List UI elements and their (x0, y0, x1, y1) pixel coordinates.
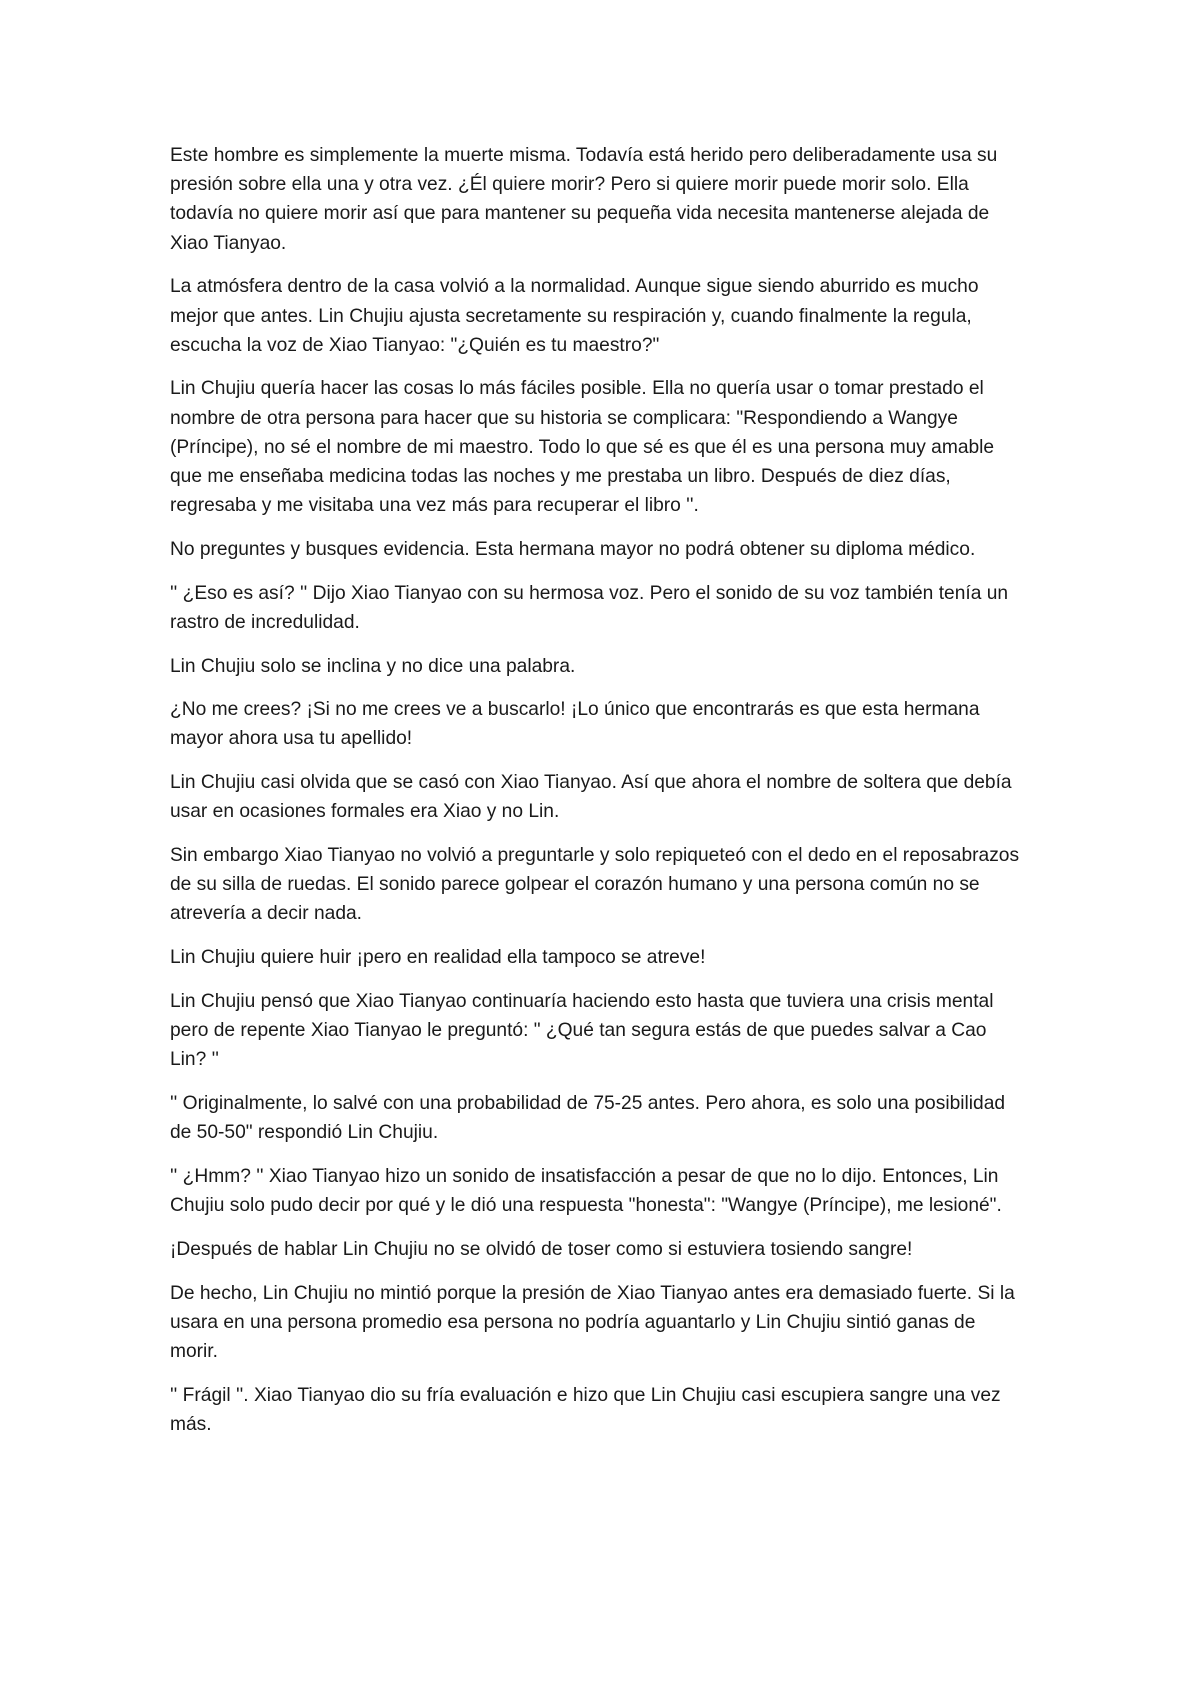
paragraph: La atmósfera dentro de la casa volvió a la normalidad. Aunque sigue siendo aburrido es mucho mejor que antes. Lin Chujiu ajusta secretamente su respiración y, cuando finalmente la regula, escucha la voz de Xiao Tianyao: "¿Quién es tu maestro?" (170, 276, 979, 356)
paragraph: De hecho, Lin Chujiu no mintió porque la presión de Xiao Tianyao antes era demasiado fuerte. Si la usara en una persona promedio esa persona no podría aguantarlo y Lin Chujiu sintió ganas de morir. (170, 1282, 1015, 1362)
paragraph: '' ¿Hmm? '' Xiao Tianyao hizo un sonido de insatisfacción a pesar de que no lo dijo. Entonces, Lin Chujiu solo pudo decir por qué y le dió una respuesta "honesta": "Wangye (Príncipe), me lesioné". (170, 1165, 1002, 1217)
paragraph: Lin Chujiu solo se inclina y no dice una palabra. (170, 655, 576, 677)
paragraph: Lin Chujiu quiere huir ¡pero en realidad ella tampoco se atreve! (170, 947, 706, 969)
paragraph: No preguntes y busques evidencia. Esta hermana mayor no podrá obtener su diploma médico. (170, 538, 976, 560)
paragraph: Este hombre es simplemente la muerte misma. Todavía está herido pero deliberadamente usa su presión sobre ella una y otra vez. ¿Él quiere morir? Pero si quiere morir puede morir solo. Ella todavía no quiere morir así que para mantener su pequeña vida necesita mantenerse alejada de Xiao Tianyao. (170, 145, 998, 254)
paragraph: Lin Chujiu pensó que Xiao Tianyao continuaría haciendo esto hasta que tuviera una crisis mental pero de repente Xiao Tianyao le preguntó: " ¿Qué tan segura estás de que puedes salvar a Cao Lin? '' (170, 990, 994, 1071)
paragraph: Lin Chujiu quería hacer las cosas lo más fáciles posible. Ella no quería usar o tomar prestado el nombre de otra persona para hacer que su historia se complicara: "Respondiendo a Wangye (Príncipe), no sé el nombre de mi maestro. Todo lo que sé es que él es una persona muy amable que me enseñaba medicina todas las noches y me prestaba un libro. Después de diez días, regresaba y me visitaba una vez más para recuperar el libro ''. (170, 378, 995, 517)
paragraph: ¡Después de hablar Lin Chujiu no se olvidó de toser como si estuviera tosiendo sangre! (170, 1238, 913, 1260)
paragraph: Sin embargo Xiao Tianyao no volvió a preguntarle y solo repiqueteó con el dedo en el reposabrazos de su silla de ruedas. El sonido parece golpear el corazón humano y una persona común no se atrevería a decir nada. (170, 845, 1020, 925)
paragraph: '' Frágil ''. Xiao Tianyao dio su fría evaluación e hizo que Lin Chujiu casi escupiera sangre una vez más. (170, 1384, 1001, 1435)
paragraph: Lin Chujiu casi olvida que se casó con Xiao Tianyao. Así que ahora el nombre de soltera que debía usar en ocasiones formales era Xiao y no Lin. (170, 772, 1012, 823)
paragraph: '' Originalmente, lo salvé con una probabilidad de 75-25 antes. Pero ahora, es solo una posibilidad de 50-50" respondió Lin Chujiu. (170, 1092, 1006, 1144)
paragraph: ¿No me crees? ¡Si no me crees ve a buscarlo! ¡Lo único que encontrarás es que esta hermana mayor ahora usa tu apellido! (170, 699, 980, 750)
document-body (170, 141, 1020, 1454)
paragraph: '' ¿Eso es así? '' Dijo Xiao Tianyao con su hermosa voz. Pero el sonido de su voz también tenía un rastro de incredulidad. (170, 582, 1009, 633)
